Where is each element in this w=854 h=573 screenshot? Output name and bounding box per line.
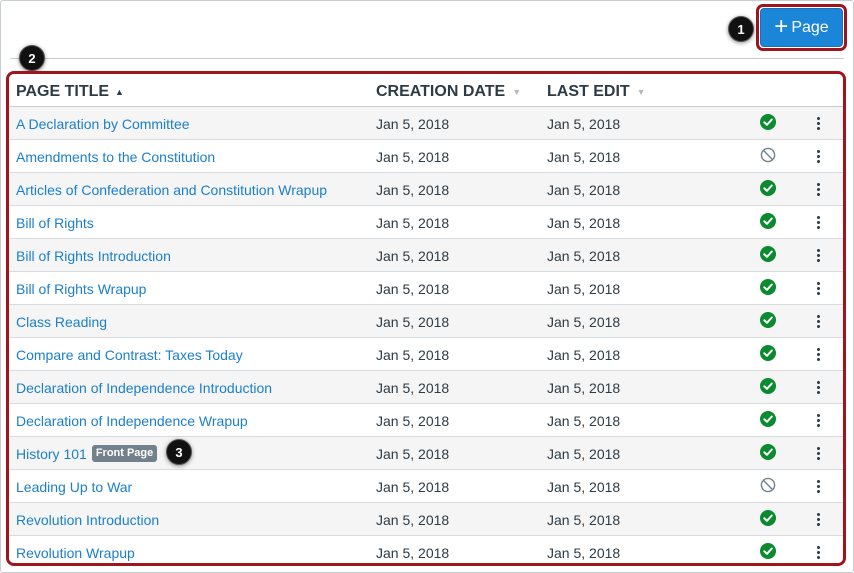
table-row — [9, 437, 843, 470]
creation-date-cell: Jan 5, 2018 — [376, 412, 450, 429]
column-header-label: CREATION DATE — [376, 83, 506, 100]
creation-date-cell: Jan 5, 2018 — [376, 247, 450, 264]
row-options-cell — [808, 239, 828, 272]
last-edit-cell: Jan 5, 2018 — [547, 313, 621, 330]
publish-status-cell — [758, 140, 778, 173]
row-options-cell — [808, 536, 828, 566]
divider — [10, 58, 844, 59]
kebab-menu-icon[interactable] — [817, 513, 820, 526]
page-title-cell — [16, 206, 94, 239]
last-edit-cell: Jan 5, 2018 — [547, 445, 621, 462]
publish-status-cell — [758, 305, 778, 338]
plus-icon: + — [774, 12, 789, 40]
kebab-menu-icon[interactable] — [817, 480, 820, 493]
table-row — [9, 503, 843, 536]
table-row — [9, 239, 843, 272]
last-edit-cell: Jan 5, 2018 — [547, 412, 621, 429]
page-title-cell — [16, 404, 248, 437]
creation-date-cell: Jan 5, 2018 — [376, 379, 450, 396]
callout-marker-1: 1 — [728, 16, 754, 42]
column-header-label: LAST EDIT — [547, 83, 630, 100]
unpublished-icon[interactable] — [760, 147, 776, 166]
page-title-link[interactable]: Declaration of Independence Wrapup — [16, 412, 248, 429]
add-page-button[interactable] — [760, 8, 843, 47]
publish-status-cell — [758, 470, 778, 503]
page-title-cell — [16, 140, 215, 173]
last-edit-cell: Jan 5, 2018 — [547, 247, 621, 264]
published-icon[interactable] — [760, 246, 776, 265]
publish-status-cell — [758, 272, 778, 305]
publish-status-cell — [758, 173, 778, 206]
publish-status-cell — [758, 239, 778, 272]
table-row — [9, 305, 843, 338]
published-icon[interactable] — [760, 543, 776, 562]
page-title-link[interactable]: Declaration of Independence Introduction — [16, 379, 273, 396]
publish-status-cell — [758, 206, 778, 239]
sort-caret-icon: ▼ — [636, 87, 646, 97]
column-header-label: PAGE TITLE — [16, 83, 110, 100]
creation-date-cell: Jan 5, 2018 — [376, 115, 450, 132]
kebab-menu-icon[interactable] — [817, 414, 820, 427]
published-icon[interactable] — [760, 180, 776, 199]
table-row — [9, 404, 843, 437]
last-edit-cell: Jan 5, 2018 — [547, 379, 621, 396]
kebab-menu-icon[interactable] — [817, 447, 820, 460]
table-body — [9, 107, 843, 566]
table-row — [9, 536, 843, 566]
unpublished-icon[interactable] — [760, 477, 776, 496]
creation-date-cell: Jan 5, 2018 — [376, 544, 450, 561]
table-row — [9, 371, 843, 404]
page-title-link[interactable]: Articles of Confederation and Constitution Wrapup — [16, 181, 328, 198]
creation-date-cell: Jan 5, 2018 — [376, 313, 450, 330]
sort-caret-icon: ▼ — [512, 87, 522, 97]
published-icon[interactable] — [760, 378, 776, 397]
last-edit-cell: Jan 5, 2018 — [547, 115, 621, 132]
table-row — [9, 140, 843, 173]
add-page-label: Page — [791, 18, 829, 36]
creation-date-cell: Jan 5, 2018 — [376, 346, 450, 363]
last-edit-cell: Jan 5, 2018 — [547, 544, 621, 561]
callout-marker-3: 3 — [166, 439, 192, 465]
page-title-cell — [16, 239, 171, 272]
page-title-link[interactable]: Bill of Rights — [16, 214, 94, 231]
page-title-cell — [16, 173, 327, 206]
page-title-cell — [16, 107, 190, 140]
callout-marker-2: 2 — [19, 45, 45, 71]
published-icon[interactable] — [760, 213, 776, 232]
page-title-link[interactable]: Revolution Introduction — [16, 511, 160, 528]
table-row — [9, 338, 843, 371]
row-options-cell — [808, 173, 828, 206]
creation-date-cell: Jan 5, 2018 — [376, 511, 450, 528]
kebab-menu-icon[interactable] — [817, 150, 820, 163]
column-header-creation-date[interactable] — [376, 83, 521, 101]
kebab-menu-icon[interactable] — [817, 381, 820, 394]
page-title-link[interactable]: Revolution Wrapup — [16, 544, 135, 561]
pages-table — [6, 71, 846, 566]
page-title-cell — [16, 470, 132, 503]
row-options-cell — [808, 371, 828, 404]
published-icon[interactable] — [760, 345, 776, 364]
page-title-cell — [16, 536, 135, 566]
creation-date-cell: Jan 5, 2018 — [376, 181, 450, 198]
kebab-menu-icon[interactable] — [817, 315, 820, 328]
page-title-link[interactable]: Leading Up to War — [16, 478, 133, 495]
kebab-menu-icon[interactable] — [817, 117, 820, 130]
last-edit-cell: Jan 5, 2018 — [547, 214, 621, 231]
kebab-menu-icon[interactable] — [817, 183, 820, 196]
sort-ascending-icon: ▲ — [115, 87, 124, 97]
published-icon[interactable] — [760, 279, 776, 298]
page-title-link[interactable]: Compare and Contrast: Taxes Today — [16, 346, 243, 363]
page-title-cell — [16, 437, 157, 470]
column-header-page-title[interactable] — [16, 83, 124, 101]
creation-date-cell: Jan 5, 2018 — [376, 214, 450, 231]
page-title-link[interactable]: Class Reading — [16, 313, 108, 330]
creation-date-cell: Jan 5, 2018 — [376, 445, 450, 462]
last-edit-cell: Jan 5, 2018 — [547, 346, 621, 363]
page-title-link[interactable]: Bill of Rights Introduction — [16, 247, 171, 264]
row-options-cell — [808, 338, 828, 371]
front-page-badge: Front Page — [92, 445, 157, 462]
table-row — [9, 206, 843, 239]
creation-date-cell: Jan 5, 2018 — [376, 280, 450, 297]
row-options-cell — [808, 470, 828, 503]
row-options-cell — [808, 140, 828, 173]
creation-date-cell: Jan 5, 2018 — [376, 148, 450, 165]
last-edit-cell: Jan 5, 2018 — [547, 148, 621, 165]
last-edit-cell: Jan 5, 2018 — [547, 478, 621, 495]
kebab-menu-icon[interactable] — [817, 216, 820, 229]
table-row — [9, 173, 843, 206]
row-options-cell — [808, 272, 828, 305]
publish-status-cell — [758, 503, 778, 536]
publish-status-cell — [758, 536, 778, 566]
publish-status-cell — [758, 107, 778, 140]
published-icon[interactable] — [760, 510, 776, 529]
column-header-last-edit[interactable] — [547, 83, 646, 101]
last-edit-cell: Jan 5, 2018 — [547, 511, 621, 528]
kebab-menu-icon[interactable] — [817, 348, 820, 361]
page-title-cell — [16, 338, 243, 371]
publish-status-cell — [758, 338, 778, 371]
page-title-link[interactable]: Amendments to the Constitution — [16, 148, 216, 165]
published-icon[interactable] — [760, 411, 776, 430]
published-icon[interactable] — [760, 444, 776, 463]
publish-status-cell — [758, 437, 778, 470]
last-edit-cell: Jan 5, 2018 — [547, 280, 621, 297]
page-title-cell — [16, 503, 159, 536]
page-title-cell — [16, 305, 107, 338]
row-options-cell — [808, 107, 828, 140]
publish-status-cell — [758, 404, 778, 437]
table-row — [9, 272, 843, 305]
table-header — [9, 74, 843, 107]
creation-date-cell: Jan 5, 2018 — [376, 478, 450, 495]
kebab-menu-icon[interactable] — [817, 249, 820, 262]
publish-status-cell — [758, 371, 778, 404]
page-title-link[interactable]: A Declaration by Committee — [16, 115, 190, 132]
row-options-cell — [808, 437, 828, 470]
page-title-cell — [16, 371, 272, 404]
published-icon[interactable] — [760, 114, 776, 133]
row-options-cell — [808, 404, 828, 437]
table-row — [9, 107, 843, 140]
page-title-link[interactable]: History 101 — [16, 445, 87, 462]
row-options-cell — [808, 503, 828, 536]
page-title-cell — [16, 272, 146, 305]
kebab-menu-icon[interactable] — [817, 282, 820, 295]
row-options-cell — [808, 206, 828, 239]
row-options-cell — [808, 305, 828, 338]
table-row — [9, 470, 843, 503]
published-icon[interactable] — [760, 312, 776, 331]
page-title-link[interactable]: Bill of Rights Wrapup — [16, 280, 147, 297]
last-edit-cell: Jan 5, 2018 — [547, 181, 621, 198]
kebab-menu-icon[interactable] — [817, 546, 820, 559]
